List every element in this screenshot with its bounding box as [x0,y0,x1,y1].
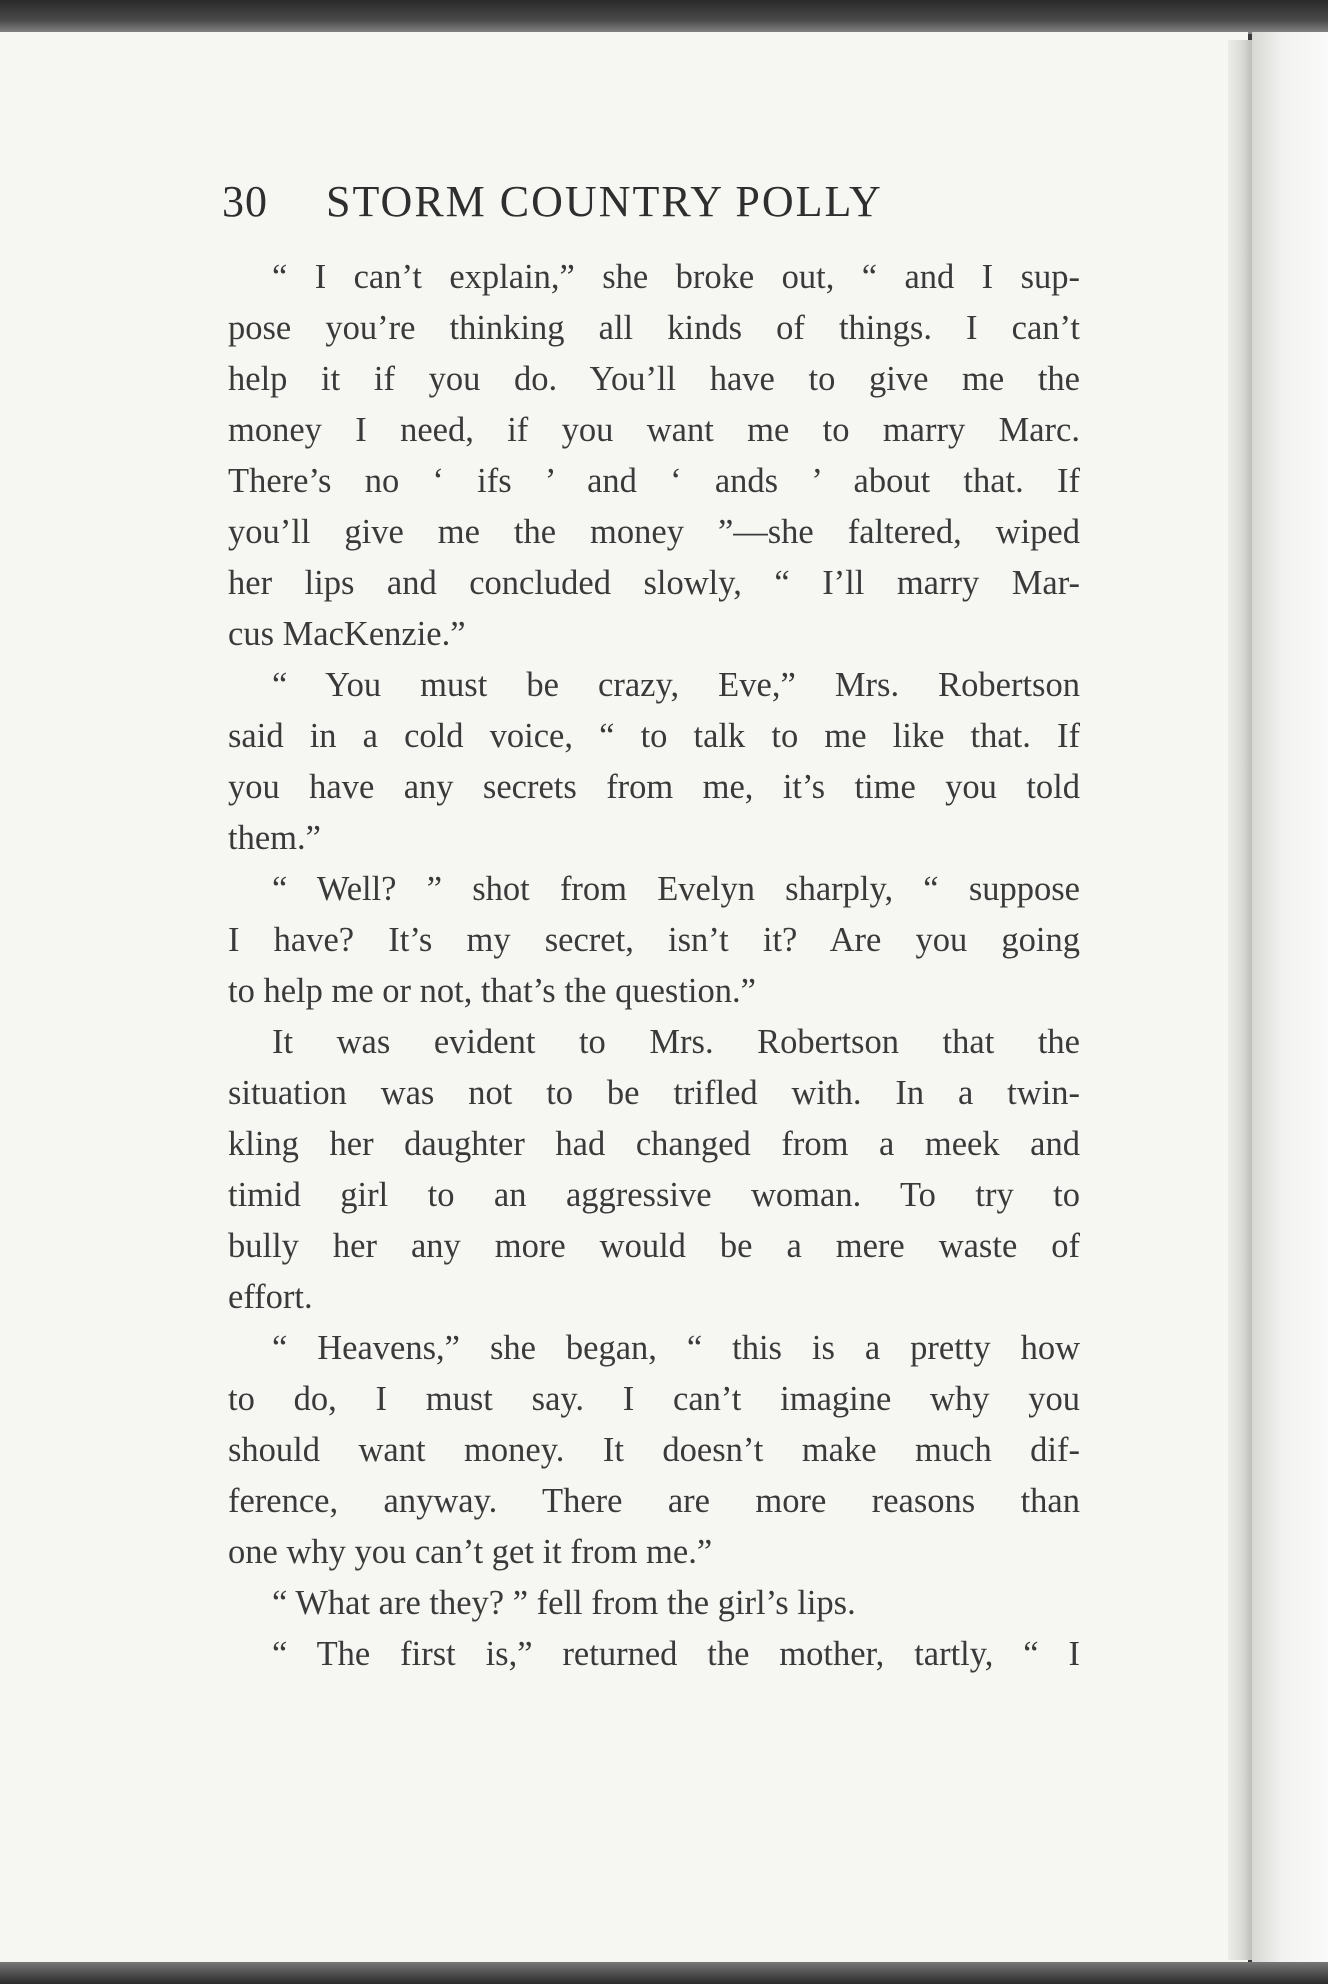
text-line: kling her daughter had changed from a meek and [228,1125,1080,1163]
text-line: her lips and concluded slowly, “ I’ll marry Mar- [228,564,1080,602]
text-line: “ What are they? ” fell from the girl’s lips. [272,1584,856,1622]
scan-bottom-border [0,1962,1328,1984]
text-line: to help me or not, that’s the question.” [228,972,756,1010]
text-line: said in a cold voice, “ to talk to me like that. If [228,717,1080,755]
body-text [228,252,1080,1680]
text-line: pose you’re thinking all kinds of things. I can’t [228,309,1080,347]
text-line: should want money. It doesn’t make much dif- [228,1431,1080,1469]
text-line: effort. [228,1278,313,1316]
text-line: bully her any more would be a mere waste of [228,1227,1080,1265]
text-line: to do, I must say. I can’t imagine why you [228,1380,1080,1418]
text-line: I have? It’s my secret, isn’t it? Are you going [228,921,1080,959]
text-line: “ You must be crazy, Eve,” Mrs. Robertson [272,666,1080,704]
scan-right-margin [1252,32,1328,1962]
text-line: them.” [228,819,321,857]
running-head: STORM COUNTRY POLLY [326,177,883,226]
text-line: “ Heavens,” she began, “ this is a pretty how [272,1329,1080,1367]
text-line: you’ll give me the money ”—she faltered, wiped [228,513,1080,551]
page-edge-shadow [1228,40,1252,1960]
text-line: “ The first is,” returned the mother, tartly, “ I [272,1635,1080,1673]
text-line: situation was not to be trifled with. In a twin- [228,1074,1080,1112]
text-line: There’s no ‘ ifs ’ and ‘ ands ’ about that. If [228,462,1080,500]
text-line: cus MacKenzie.” [228,615,466,653]
page-header [222,176,1082,236]
text-line: help it if you do. You’ll have to give me the [228,360,1080,398]
text-line: money I need, if you want me to marry Marc. [228,411,1080,449]
text-line: “ Well? ” shot from Evelyn sharply, “ suppose [272,870,1080,908]
text-line: timid girl to an aggressive woman. To try to [228,1176,1080,1214]
scan-top-border [0,0,1328,34]
text-line: “ I can’t explain,” she broke out, “ and I sup- [272,258,1080,296]
text-line: It was evident to Mrs. Robertson that the [272,1023,1080,1061]
text-line: one why you can’t get it from me.” [228,1533,713,1571]
text-line: ference, anyway. There are more reasons than [228,1482,1080,1520]
page-number: 30 [222,177,268,226]
text-line: you have any secrets from me, it’s time you told [228,768,1080,806]
